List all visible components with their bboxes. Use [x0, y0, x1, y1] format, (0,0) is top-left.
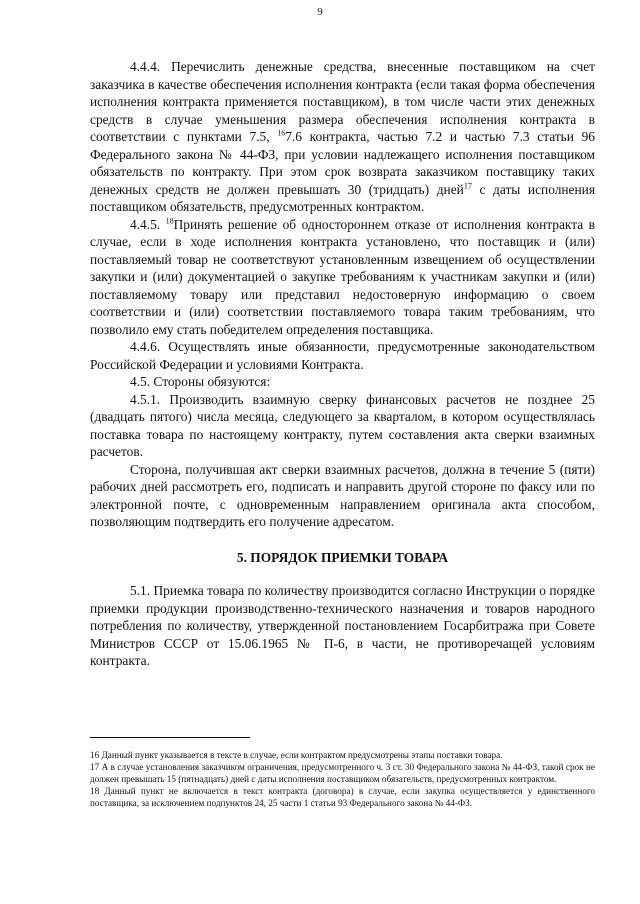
paragraph-4-4-6: 4.4.6. Осуществлять иные обязанности, предусмотренные законодательством Российской Федерации и условиями Контракта.: [90, 339, 595, 372]
footnote-separator: [90, 737, 250, 738]
paragraph-4-5: 4.5. Стороны обязуются:: [130, 374, 271, 389]
paragraph-reconciliation: Сторона, получившая акт сверки взаимных расчетов, должна в течение 5 (пяти) рабочих дней рассмотреть его, подписать и направить другой стороне по факсу или по электронной почте, с одновременным направлением оригинала акта способом, позволяющим подтвердить его получение адресатом.: [90, 461, 595, 529]
document-body: [90, 58, 595, 670]
footnote-ref-16[interactable]: 16: [277, 128, 286, 138]
footnote: 16 Данный пункт указывается в тексте в случае, если контрактом предусмотрены этапы поставки товара.: [90, 750, 503, 760]
footnote: 18 Данный пункт не включается в текст контракта (договора) в случае, если закупка осуществляется у единственного поставщика, за исключением подпунктов 24, 25 части 1 статьи 93 Федерального закона № 44-ФЗ.: [90, 786, 595, 808]
paragraph-4-4-5: 4.4.5. $^{18}$Принять решение об одностороннем отказе от исполнения контракта в случае, если в ходе исполнения контракта установлено, что поставщик и (или) поставляемый товар не соответствуют установленным извещением об осуществлении закупки и (или) документацией о закупке требованиям к участникам закупки и (или) поставляемому товару или представил недостоверную информацию о своем соответствии и (или) соответствии поставляемого товара таким требованиям, что позволило ему стать победителем определения поставщика.: [90, 216, 596, 337]
paragraph-5-1: 5.1. Приемка товара по количеству производится согласно Инструкции о порядке приемки продукции производственно-технического назначения и товаров народного потребления по количеству, утвержденной постановлением Госарбитража при Совете Министров СССР от 15.06.1965 № П-6, в части, не противоречащей условиям контракта.: [90, 583, 595, 668]
footnote: 17 А в случае установления заказчиком ограничения, предусмотренного ч. 3 ст. 30 Федерального закона № 44-ФЗ, такой срок не должен превышать 15 (пятнадцать) дней с даты исполнения поставщиком обязательств, предусмотренных контрактом.: [90, 762, 595, 784]
footnotes: [90, 749, 595, 809]
section-heading: 5. ПОРЯДОК ПРИЕМКИ ТОВАРА: [236, 549, 449, 565]
footnote-ref-17[interactable]: 17: [463, 181, 472, 191]
paragraph-4-4-4: 4.4.4. Перечислить денежные средства, внесенные поставщиком на счет заказчика в качестве обеспечения исполнения контракта (если такая форма обеспечения исполнения контракта применяется поставщиком), в том числе части этих денежных средств в случае уменьшения размера обеспечения исполнения контракта в соответствии с пунктами 7.5, $^{16}$7.6 контракта, частью 7.2 и частью 7.3 статьи 96 Федерального закона № 44-ФЗ, при условии надлежащего исполнения поставщиком обязательств по контракту. При этом срок возврата заказчиком поставщику таких денежных средств не должен превышать 30 (тридцать) дней$^{17}$ с даты исполнения поставщиком обязательств, предусмотренных контрактом.: [90, 59, 595, 214]
footnote-ref-18[interactable]: 18: [165, 216, 174, 226]
paragraph-4-5-1: 4.5.1. Производить взаимную сверку финансовых расчетов не позднее 25 (двадцать пятого) числа месяца, следующего за кварталом, в котором осуществлялась поставка товара по настоящему контракту, путем составления акта сверки взаимных расчетов.: [90, 391, 595, 459]
page-number: 9: [317, 6, 323, 18]
